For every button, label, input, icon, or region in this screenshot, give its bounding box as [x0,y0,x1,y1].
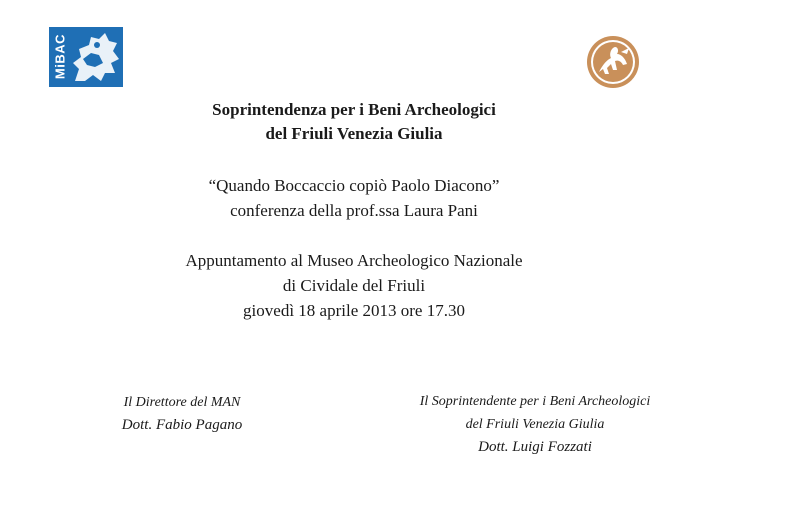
superintendent-role-line-1: Il Soprintendente per i Beni Archeologici [419,394,651,409]
appointment-city: di Cividale del Friuli [282,276,426,295]
soprintendenza-seal-icon [585,34,641,90]
appointment-datetime: giovedì 18 aprile 2013 ore 17.30 [243,301,465,320]
institution-heading [0,98,708,146]
mibac-logo-icon [65,29,121,85]
conference-speaker: conferenza della prof.ssa Laura Pani [230,201,478,220]
heading-line-1: Soprintendenza per i Beni Archeologici [212,100,496,119]
appointment-block [0,248,708,323]
conference-block [0,173,708,223]
appointment-venue: Appuntamento al Museo Archeologico Nazionale [185,251,523,270]
mibac-logo-label: MiBAC [52,33,68,80]
seal-logo [585,34,641,90]
mibac-logo [49,27,123,87]
superintendent-role-line-2: del Friuli Venezia Giulia [465,417,605,432]
superintendent-name: Dott. Luigi Fozzati [478,439,592,455]
director-role: Il Direttore del MAN [123,395,241,410]
signature-director [82,392,282,436]
director-name: Dott. Fabio Pagano [121,417,243,433]
heading-line-2: del Friuli Venezia Giulia [265,124,443,143]
signature-superintendent [390,390,680,459]
conference-title: “Quando Boccaccio copiò Paolo Diacono” [208,176,500,195]
